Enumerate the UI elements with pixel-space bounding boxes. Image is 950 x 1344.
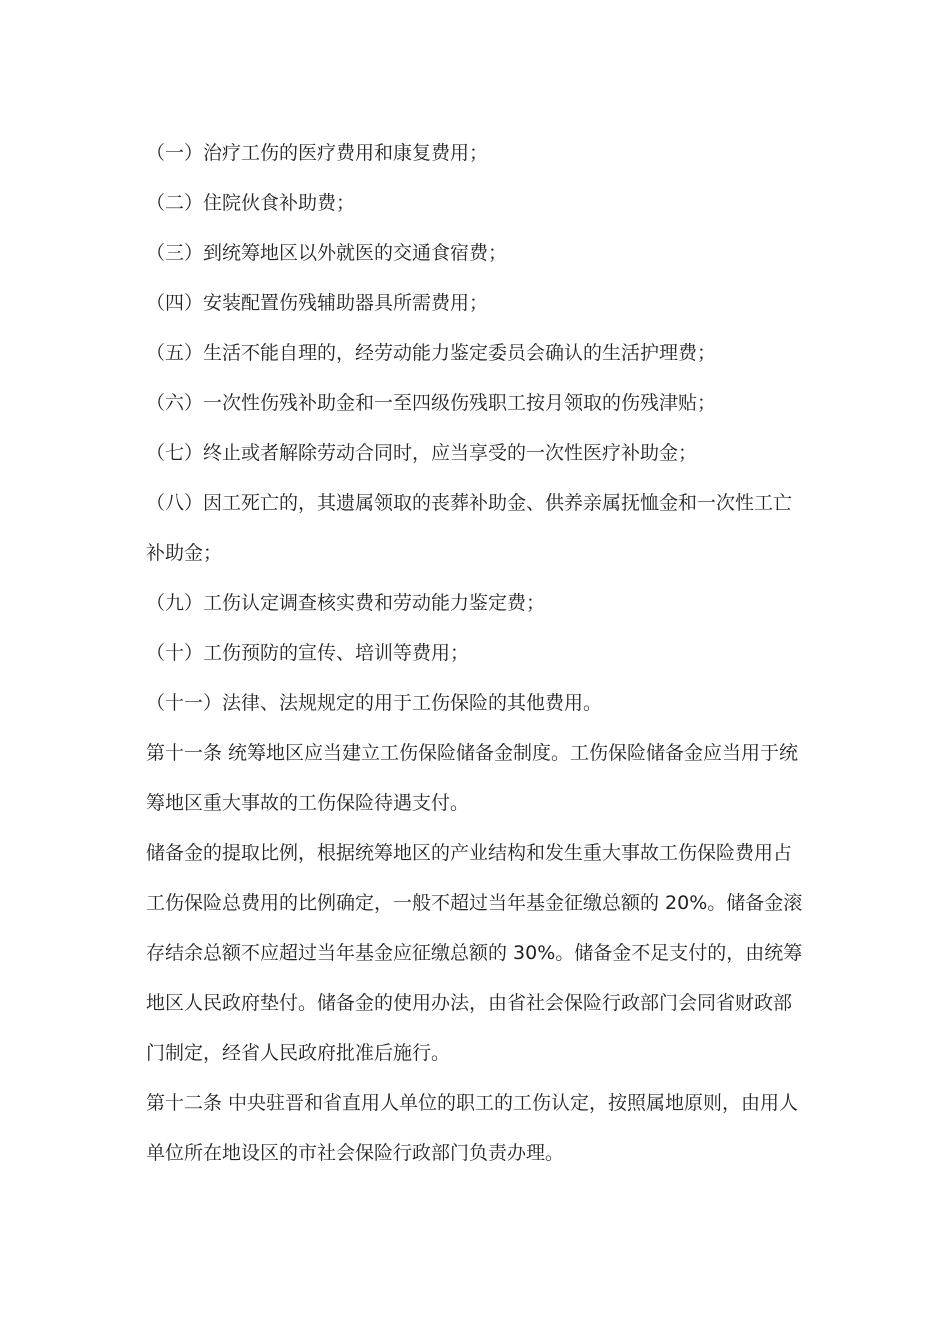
reserve-paragraph-line-4: 地区人民政府垫付。储备金的使用办法，由省社会保险行政部门会同省财政部	[146, 992, 793, 1014]
item-8-line-1: （八）因工死亡的，其遗属领取的丧葬补助金、供养亲属抚恤金和一次性工亡	[146, 492, 793, 514]
item-10: （十）工伤预防的宣传、培训等费用；	[146, 642, 470, 664]
item-4: （四）安装配置伤残辅助器具所需费用；	[146, 292, 489, 314]
item-3: （三）到统筹地区以外就医的交通食宿费；	[146, 242, 508, 264]
reserve-paragraph-line-2: 工伤保险总费用的比例确定，一般不超过当年基金征缴总额的 20%。储备金滚	[146, 892, 803, 914]
article-12-line-1: 第十二条 中央驻晋和省直用人单位的职工的工伤认定，按照属地原则，由用人	[146, 1092, 799, 1114]
reserve-paragraph-line-1: 储备金的提取比例，根据统筹地区的产业结构和发生重大事故工伤保险费用占	[146, 842, 793, 864]
reserve-paragraph-line-5: 门制定，经省人民政府批准后施行。	[146, 1042, 451, 1064]
item-8-line-2: 补助金；	[146, 542, 223, 564]
item-11: （十一）法律、法规规定的用于工伤保险的其他费用。	[146, 692, 603, 714]
reserve-paragraph-line-3: 存结余总额不应超过当年基金应征缴总额的 30%。储备金不足支付的，由统筹	[146, 942, 803, 964]
article-11-line-1: 第十一条 统筹地区应当建立工伤保险储备金制度。工伤保险储备金应当用于统	[146, 742, 799, 764]
item-6: （六）一次性伤残补助金和一至四级伤残职工按月领取的伤残津贴；	[146, 392, 717, 414]
document-body	[146, 128, 810, 1178]
article-11-line-2: 筹地区重大事故的工伤保险待遇支付。	[146, 792, 470, 814]
article-12-line-2: 单位所在地设区的市社会保险行政部门负责办理。	[146, 1142, 565, 1164]
item-5: （五）生活不能自理的，经劳动能力鉴定委员会确认的生活护理费；	[146, 342, 717, 364]
item-7: （七）终止或者解除劳动合同时，应当享受的一次性医疗补助金；	[146, 442, 698, 464]
item-1: （一）治疗工伤的医疗费用和康复费用；	[146, 142, 489, 164]
item-2: （二）住院伙食补助费；	[146, 192, 356, 214]
item-9: （九）工伤认定调查核实费和劳动能力鉴定费；	[146, 592, 546, 614]
